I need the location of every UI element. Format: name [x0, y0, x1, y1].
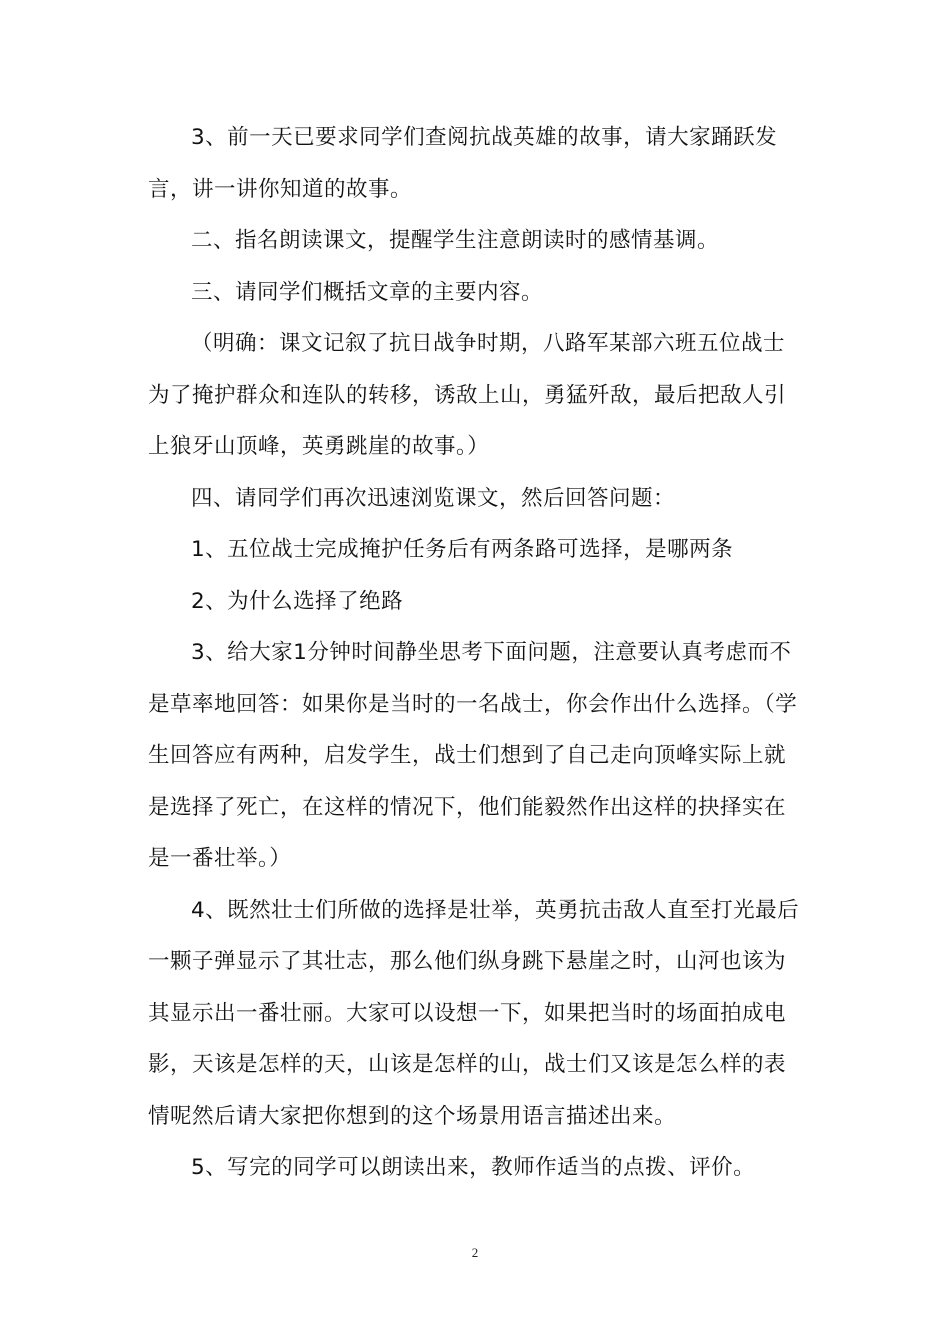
paragraph-section-3: 三、请同学们概括文章的主要内容。 — [191, 279, 544, 305]
paragraph-section-4: 四、请同学们再次迅速浏览课文，然后回答问题： — [191, 485, 676, 511]
paragraph-3-story: 3、前一天已要求同学们查阅抗战英雄的故事，请大家踊跃发言，讲一讲你知道的故事。 — [148, 125, 778, 202]
document-body — [148, 112, 800, 1194]
question-3: 3、给大家1分钟时间静坐思考下面问题，注意要认真考虑而不是草率地回答：如果你是当时的一名战士，你会作出什么选择。（学生回答应有两种，启发学生，战士们想到了自己走向顶峰实际上就是选择了死亡，在这样的情况下，他们能毅然作出这样的抉择实在是一番壮举。） — [148, 640, 798, 871]
question-2: 2、为什么选择了绝路 — [191, 588, 404, 614]
question-1: 1、五位战士完成掩护任务后有两条路可选择，是哪两条 — [191, 537, 734, 562]
question-4: 4、既然壮士们所做的选择是壮举，英勇抗击敌人直至打光最后一颗子弹显示了其壮志，那么他们纵身跳下悬崖之时，山河也该为其显示出一番壮丽。大家可以设想一下，如果把当时的场面拍成电影，天该是怎样的天，山该是怎样的山，战士们又该是怎么样的表情呢然后请大家把你想到的这个场景用语言描述出来。 — [148, 897, 800, 1129]
page-number: 2 — [471, 1245, 479, 1260]
paragraph-section-2: 二、指名朗读课文，提醒学生注意朗读时的感情基调。 — [191, 228, 720, 253]
paragraph-clarification: （明确：课文记叙了抗日战争时期，八路军某部六班五位战士为了掩护群众和连队的转移，诱敌上山，勇猛歼敌，最后把敌人引上狼牙山顶峰，英勇跳崖的故事。） — [148, 331, 787, 459]
question-5: 5、写完的同学可以朗读出来，教师作适当的点拨、评价。 — [191, 1155, 756, 1180]
